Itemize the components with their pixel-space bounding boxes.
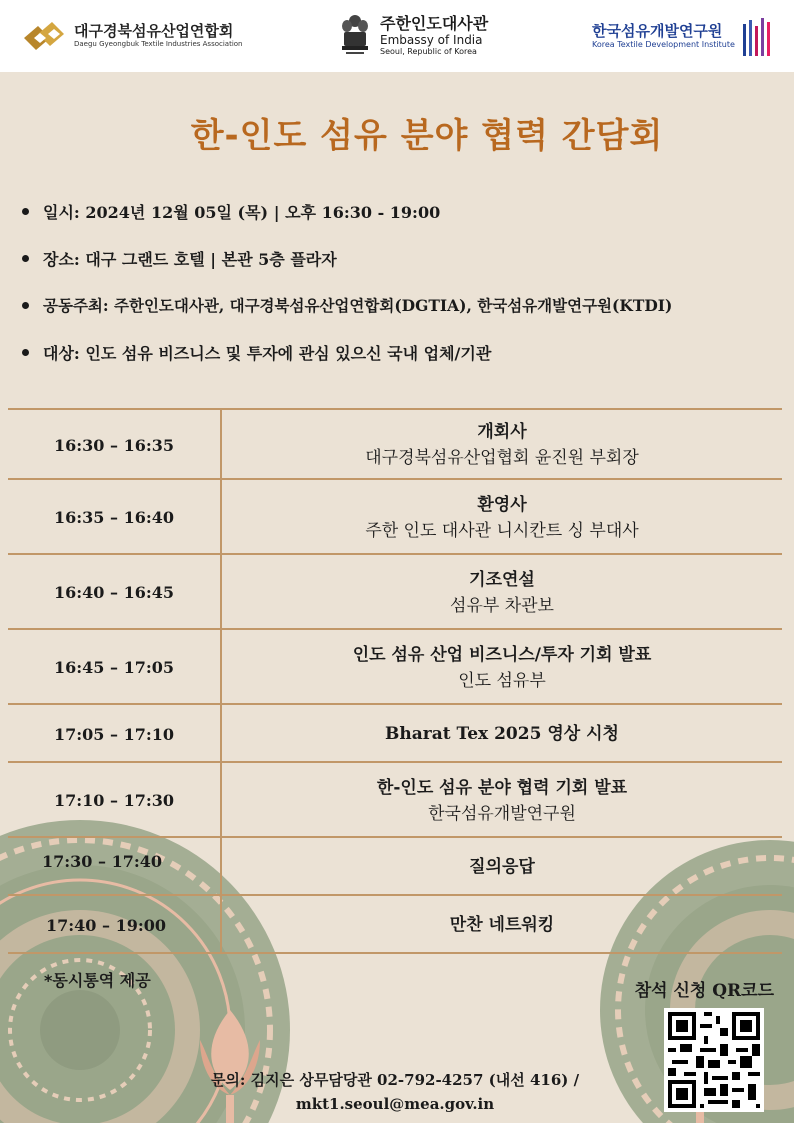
schedule-subtitle: 인도 섬유부 [458, 670, 546, 691]
schedule-title: 기조연설 [469, 569, 535, 590]
schedule-time: 16:35 – 16:40 [53, 508, 174, 527]
dgtia-name-en: Daegu Gyeongbuk Textile Industries Association [74, 40, 243, 48]
schedule-title: 한-인도 섬유 분야 협력 기회 발표 [376, 777, 628, 798]
contact-info [150, 1068, 640, 1116]
schedule-time: 16:45 – 17:05 [53, 658, 174, 677]
poster-body [0, 72, 794, 1123]
schedule-title: Bharat Tex 2025 영상 시청 [385, 724, 619, 744]
embassy-name-en: Embassy of India [380, 33, 483, 47]
schedule-subtitle: 주한 인도 대사관 니시칸트 싱 부대사 [365, 520, 639, 541]
schedule-row [8, 553, 782, 630]
schedule-subtitle: 대구경북섬유산업협회 윤진원 부회장 [365, 448, 639, 468]
schedule-time: 17:10 – 17:30 [53, 791, 174, 810]
schedule-time: 16:30 – 16:35 [53, 435, 174, 455]
schedule-title: 개회사 [477, 422, 527, 442]
embassy-logo [338, 0, 488, 72]
embassy-name-ko: 주한인도대사관 [380, 14, 489, 33]
qr-label: 참석 신청 QR코드 [634, 981, 774, 1001]
schedule-row [8, 628, 782, 705]
ktdi-logo [592, 0, 775, 72]
schedule-time: 16:40 – 16:45 [53, 583, 174, 602]
schedule-row [8, 478, 782, 555]
schedule-bottom-rule [8, 952, 782, 954]
schedule-subtitle: 섬유부 차관보 [450, 595, 554, 616]
contact-line-1: 문의: 김지은 상무담당관 02-792-4257 (내선 416) / [210, 1071, 580, 1089]
detail-date-text: 일시: 2024년 12월 05일 (목) | 오후 16:30 - 19:00 [43, 203, 441, 222]
interpretation-note: *동시통역 제공 [44, 971, 151, 990]
schedule-time: 17:30 – 17:40 [41, 852, 162, 871]
schedule-row [8, 761, 782, 838]
ashoka-emblem-icon [338, 12, 372, 60]
ktdi-name-en: Korea Textile Development Institute [592, 40, 735, 49]
embassy-location: Seoul, Republic of Korea [380, 47, 477, 56]
schedule-title: 만찬 네트워킹 [449, 915, 555, 935]
detail-hosts-text: 공동주최: 주한인도대사관, 대구경북섬유산업연합회(DGTIA), 한국섬유개발연구원(KTDI) [43, 296, 673, 315]
ktdi-name-ko: 한국섬유개발연구원 [592, 22, 723, 40]
registration-qr-code-icon[interactable] [664, 1008, 764, 1112]
schedule-row [8, 408, 782, 480]
schedule-row [8, 836, 782, 896]
detail-audience [22, 341, 491, 364]
dgtia-emblem-icon [20, 16, 68, 56]
schedule-time: 17:05 – 17:10 [53, 724, 174, 744]
detail-date [22, 200, 440, 223]
dgtia-name-ko: 대구경북섬유산업연합회 [74, 22, 234, 40]
ktdi-emblem-icon [741, 12, 775, 60]
detail-venue-text: 장소: 대구 그랜드 호텔 | 본관 5층 플라자 [43, 250, 337, 269]
schedule-row [8, 894, 782, 954]
schedule-subtitle: 한국섬유개발연구원 [428, 803, 576, 824]
schedule-title: 인도 섬유 산업 비즈니스/투자 기회 발표 [352, 644, 652, 665]
page-title: 한-인도 섬유 분야 협력 간담회 [190, 116, 664, 156]
schedule-row [8, 703, 782, 763]
header-logo-bar [0, 0, 794, 72]
detail-hosts [22, 294, 672, 316]
schedule-title: 환영사 [477, 494, 527, 515]
schedule-time: 17:40 – 19:00 [45, 915, 166, 935]
detail-venue [22, 247, 337, 270]
dgtia-logo [20, 0, 243, 72]
contact-email[interactable]: mkt1.seoul@mea.gov.in [295, 1095, 495, 1113]
schedule-title: 질의응답 [469, 857, 535, 877]
detail-audience-text: 대상: 인도 섬유 비즈니스 및 투자에 관심 있으신 국내 업체/기관 [43, 344, 492, 363]
